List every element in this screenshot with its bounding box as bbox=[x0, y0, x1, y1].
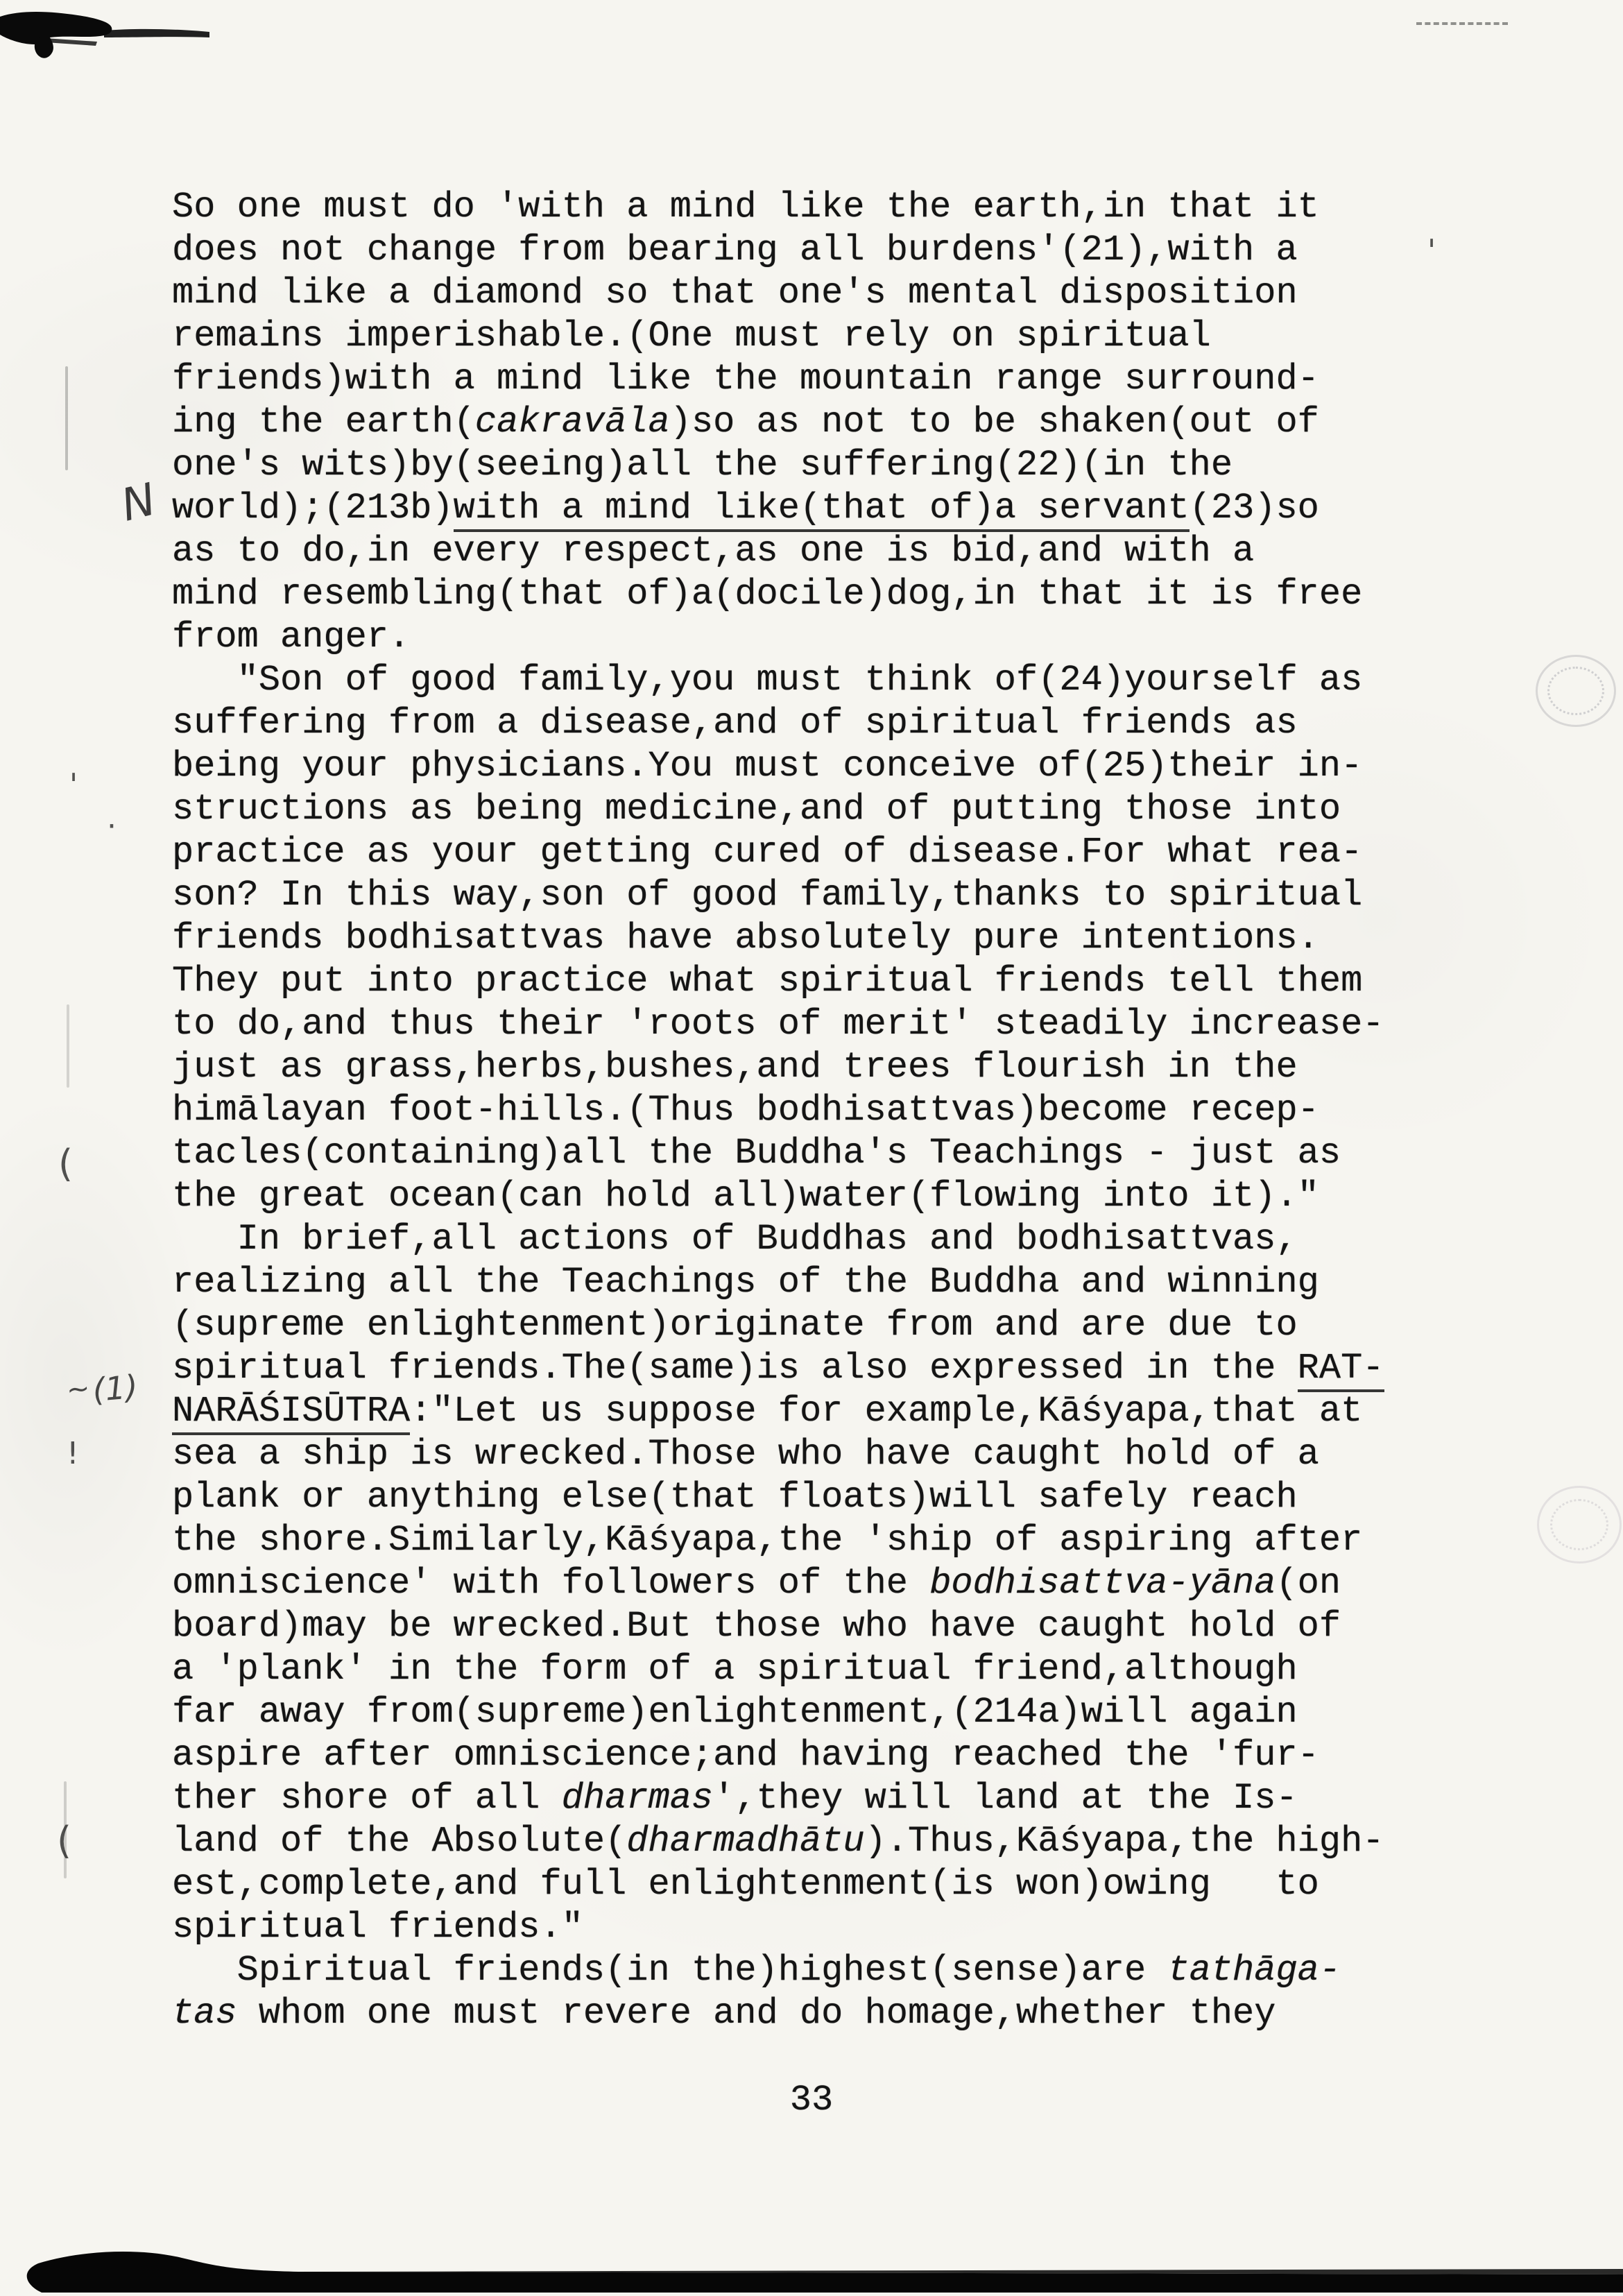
text-segment: mind resembling(that of)a(docile)dog,in that it is free bbox=[172, 574, 1363, 615]
text-segment: plank or anything else(that floats)will safely reach bbox=[172, 1477, 1298, 1518]
text-segment: Spiritual friends(in the)highest(sense)are bbox=[172, 1950, 1168, 1991]
text-line bbox=[172, 1218, 1384, 1261]
text-segment: (supreme enlightenment)originate from and are due to bbox=[172, 1305, 1298, 1346]
text-line bbox=[172, 444, 1384, 487]
left-margin-stroke bbox=[65, 366, 68, 470]
left-margin-stroke bbox=[67, 1004, 69, 1088]
text-segment: dharmadhātu bbox=[626, 1821, 865, 1862]
text-segment: mind like a diamond so that one's mental disposition bbox=[172, 273, 1298, 314]
text-segment: with a mind like(that of)a servant bbox=[454, 488, 1190, 532]
text-segment: sea a ship is wrecked.Those who have caught hold of a bbox=[172, 1434, 1319, 1475]
margin-tick: ! bbox=[67, 1436, 79, 1471]
text-line bbox=[172, 573, 1384, 616]
text-segment: to do,and thus their 'roots of merit' steadily increase- bbox=[172, 1004, 1384, 1045]
text-segment: NARĀŚISŪTRA bbox=[172, 1391, 410, 1435]
text-line bbox=[172, 1519, 1384, 1562]
text-segment: practice as your getting cured of disease.For what rea- bbox=[172, 832, 1363, 873]
text-segment: one's wits)by(seeing)all the suffering(22)(in the bbox=[172, 445, 1233, 486]
text-segment: a 'plank' in the form of a spiritual friend,although bbox=[172, 1649, 1298, 1690]
text-segment: omniscience' with followers of the bbox=[172, 1563, 930, 1604]
bottom-bar-shape bbox=[0, 2244, 1623, 2293]
text-segment: himālayan foot-hills.(Thus bodhisattvas)become recep- bbox=[172, 1090, 1319, 1131]
text-line bbox=[172, 315, 1384, 358]
scan-edge-bottom-bar bbox=[0, 2244, 1623, 2296]
text-segment: friends bodhisattvas have absolutely pure intentions. bbox=[172, 918, 1319, 959]
text-line bbox=[172, 1175, 1384, 1218]
text-segment: tathāga- bbox=[1167, 1950, 1341, 1991]
faint-round-stamp bbox=[1537, 1486, 1622, 1563]
text-line bbox=[172, 831, 1384, 874]
text-line bbox=[172, 702, 1384, 745]
margin-tick: ' bbox=[69, 767, 78, 803]
text-line bbox=[172, 186, 1384, 229]
text-line bbox=[172, 1648, 1384, 1691]
margin-note-squiggle: ~ bbox=[65, 1372, 92, 1407]
text-segment: (on bbox=[1276, 1563, 1341, 1604]
text-line bbox=[172, 874, 1384, 917]
text-line bbox=[172, 1605, 1384, 1648]
text-segment: est,complete,and full enlightenment(is won)owing to bbox=[172, 1864, 1319, 1905]
text-line bbox=[172, 229, 1384, 272]
text-segment: far away from(supreme)enlightenment,(214a)will again bbox=[172, 1692, 1298, 1733]
margin-note-label: (1) bbox=[91, 1367, 139, 1410]
text-segment: ing the earth( bbox=[172, 402, 475, 443]
text-segment: from anger. bbox=[172, 617, 411, 658]
text-segment: as to do,in every respect,as one is bid,and with a bbox=[172, 531, 1255, 572]
text-segment: "Son of good family,you must think of(24)yourself as bbox=[172, 660, 1363, 701]
text-segment: structions as being medicine,and of putting those into bbox=[172, 789, 1341, 830]
text-segment: tas bbox=[172, 1993, 237, 2034]
text-line bbox=[172, 1046, 1384, 1089]
text-line bbox=[172, 1089, 1384, 1132]
text-line bbox=[172, 745, 1384, 788]
ink-smudge-top-left bbox=[0, 6, 236, 78]
text-line bbox=[172, 1777, 1384, 1820]
text-line bbox=[172, 1476, 1384, 1519]
text-segment: being your physicians.You must conceive of(25)their in- bbox=[172, 746, 1363, 787]
text-line bbox=[172, 1132, 1384, 1175]
text-segment: So one must do 'with a mind like the earth,in that it bbox=[172, 187, 1319, 228]
text-line bbox=[172, 1003, 1384, 1046]
page-text bbox=[172, 186, 1384, 2035]
text-line bbox=[172, 272, 1384, 315]
margin-tick: ( bbox=[57, 1819, 72, 1862]
text-segment: remains imperishable.(One must rely on spiritual bbox=[172, 316, 1211, 357]
text-line bbox=[172, 960, 1384, 1003]
margin-tick: ( bbox=[58, 1142, 74, 1185]
ink-smudge-shape bbox=[0, 6, 236, 75]
text-line bbox=[172, 659, 1384, 702]
text-line bbox=[172, 1562, 1384, 1605]
text-line bbox=[172, 1261, 1384, 1304]
text-segment: )so as not to be shaken(out of bbox=[669, 402, 1319, 443]
text-line bbox=[172, 1992, 1384, 2035]
text-segment: spiritual friends." bbox=[172, 1907, 583, 1948]
text-segment: :"Let us suppose for example,Kāśyapa,that at bbox=[410, 1391, 1363, 1432]
page-number: 33 bbox=[789, 2080, 834, 2121]
text-segment: (23)so bbox=[1189, 488, 1319, 529]
text-line bbox=[172, 1347, 1384, 1390]
text-segment: ther shore of all bbox=[172, 1778, 562, 1819]
text-segment: land of the Absolute( bbox=[172, 1821, 627, 1862]
text-line bbox=[172, 487, 1384, 530]
text-segment: board)may be wrecked.But those who have caught hold of bbox=[172, 1606, 1341, 1647]
text-segment: spiritual friends.The(same)is also expressed in the bbox=[172, 1348, 1298, 1389]
text-segment: the great ocean(can hold all)water(flowing into it)." bbox=[172, 1176, 1319, 1217]
text-line bbox=[172, 788, 1384, 831]
text-line bbox=[172, 1390, 1384, 1433]
text-line bbox=[172, 1820, 1384, 1863]
text-segment: does not change from bearing all burdens'(21),with a bbox=[172, 230, 1298, 271]
text-segment: dharmas bbox=[561, 1778, 714, 1819]
text-line bbox=[172, 616, 1384, 659]
text-segment: ',they will land at the Is- bbox=[713, 1778, 1298, 1819]
text-line bbox=[172, 358, 1384, 401]
text-segment: whom one must revere and do homage,whether they bbox=[237, 1993, 1276, 2034]
text-segment: In brief,all actions of Buddhas and bodhisattvas, bbox=[172, 1219, 1298, 1260]
text-segment: aspire after omniscience;and having reached the 'fur- bbox=[172, 1735, 1319, 1776]
text-line bbox=[172, 1734, 1384, 1777]
text-segment: friends)with a mind like the mountain range surround- bbox=[172, 359, 1319, 400]
text-segment: just as grass,herbs,bushes,and trees flourish in the bbox=[172, 1047, 1298, 1088]
text-segment: They put into practice what spiritual friends tell them bbox=[172, 961, 1363, 1002]
text-line bbox=[172, 1304, 1384, 1347]
text-line bbox=[172, 1906, 1384, 1949]
text-line bbox=[172, 917, 1384, 960]
text-line bbox=[172, 1691, 1384, 1734]
handwritten-margin-note-1 bbox=[65, 1368, 139, 1412]
text-segment: son? In this way,son of good family,thanks to spiritual bbox=[172, 875, 1363, 916]
text-segment: RAT- bbox=[1298, 1348, 1384, 1392]
text-segment: the shore.Similarly,Kāśyapa,the 'ship of aspiring after bbox=[172, 1520, 1363, 1561]
text-segment: ).Thus,Kāśyapa,the high- bbox=[864, 1821, 1384, 1862]
top-right-dashes-artifact bbox=[1416, 22, 1508, 25]
text-line bbox=[172, 1863, 1384, 1906]
text-segment: world);(213b) bbox=[172, 488, 454, 529]
text-line bbox=[172, 1949, 1384, 1992]
handwritten-margin-mark-n: N bbox=[116, 474, 162, 532]
text-segment: tacles(containing)all the Buddha's Teachings - just as bbox=[172, 1133, 1341, 1174]
text-line bbox=[172, 1433, 1384, 1476]
text-segment: suffering from a disease,and of spiritual friends as bbox=[172, 703, 1298, 744]
margin-tick: ' bbox=[1427, 233, 1436, 268]
margin-tick: · bbox=[107, 809, 117, 844]
text-line bbox=[172, 401, 1384, 444]
text-segment: cakravāla bbox=[474, 402, 670, 443]
text-line bbox=[172, 530, 1384, 573]
faint-round-stamp bbox=[1536, 655, 1616, 727]
text-segment: realizing all the Teachings of the Buddha and winning bbox=[172, 1262, 1319, 1303]
text-segment: bodhisattva-yāna bbox=[929, 1563, 1276, 1604]
